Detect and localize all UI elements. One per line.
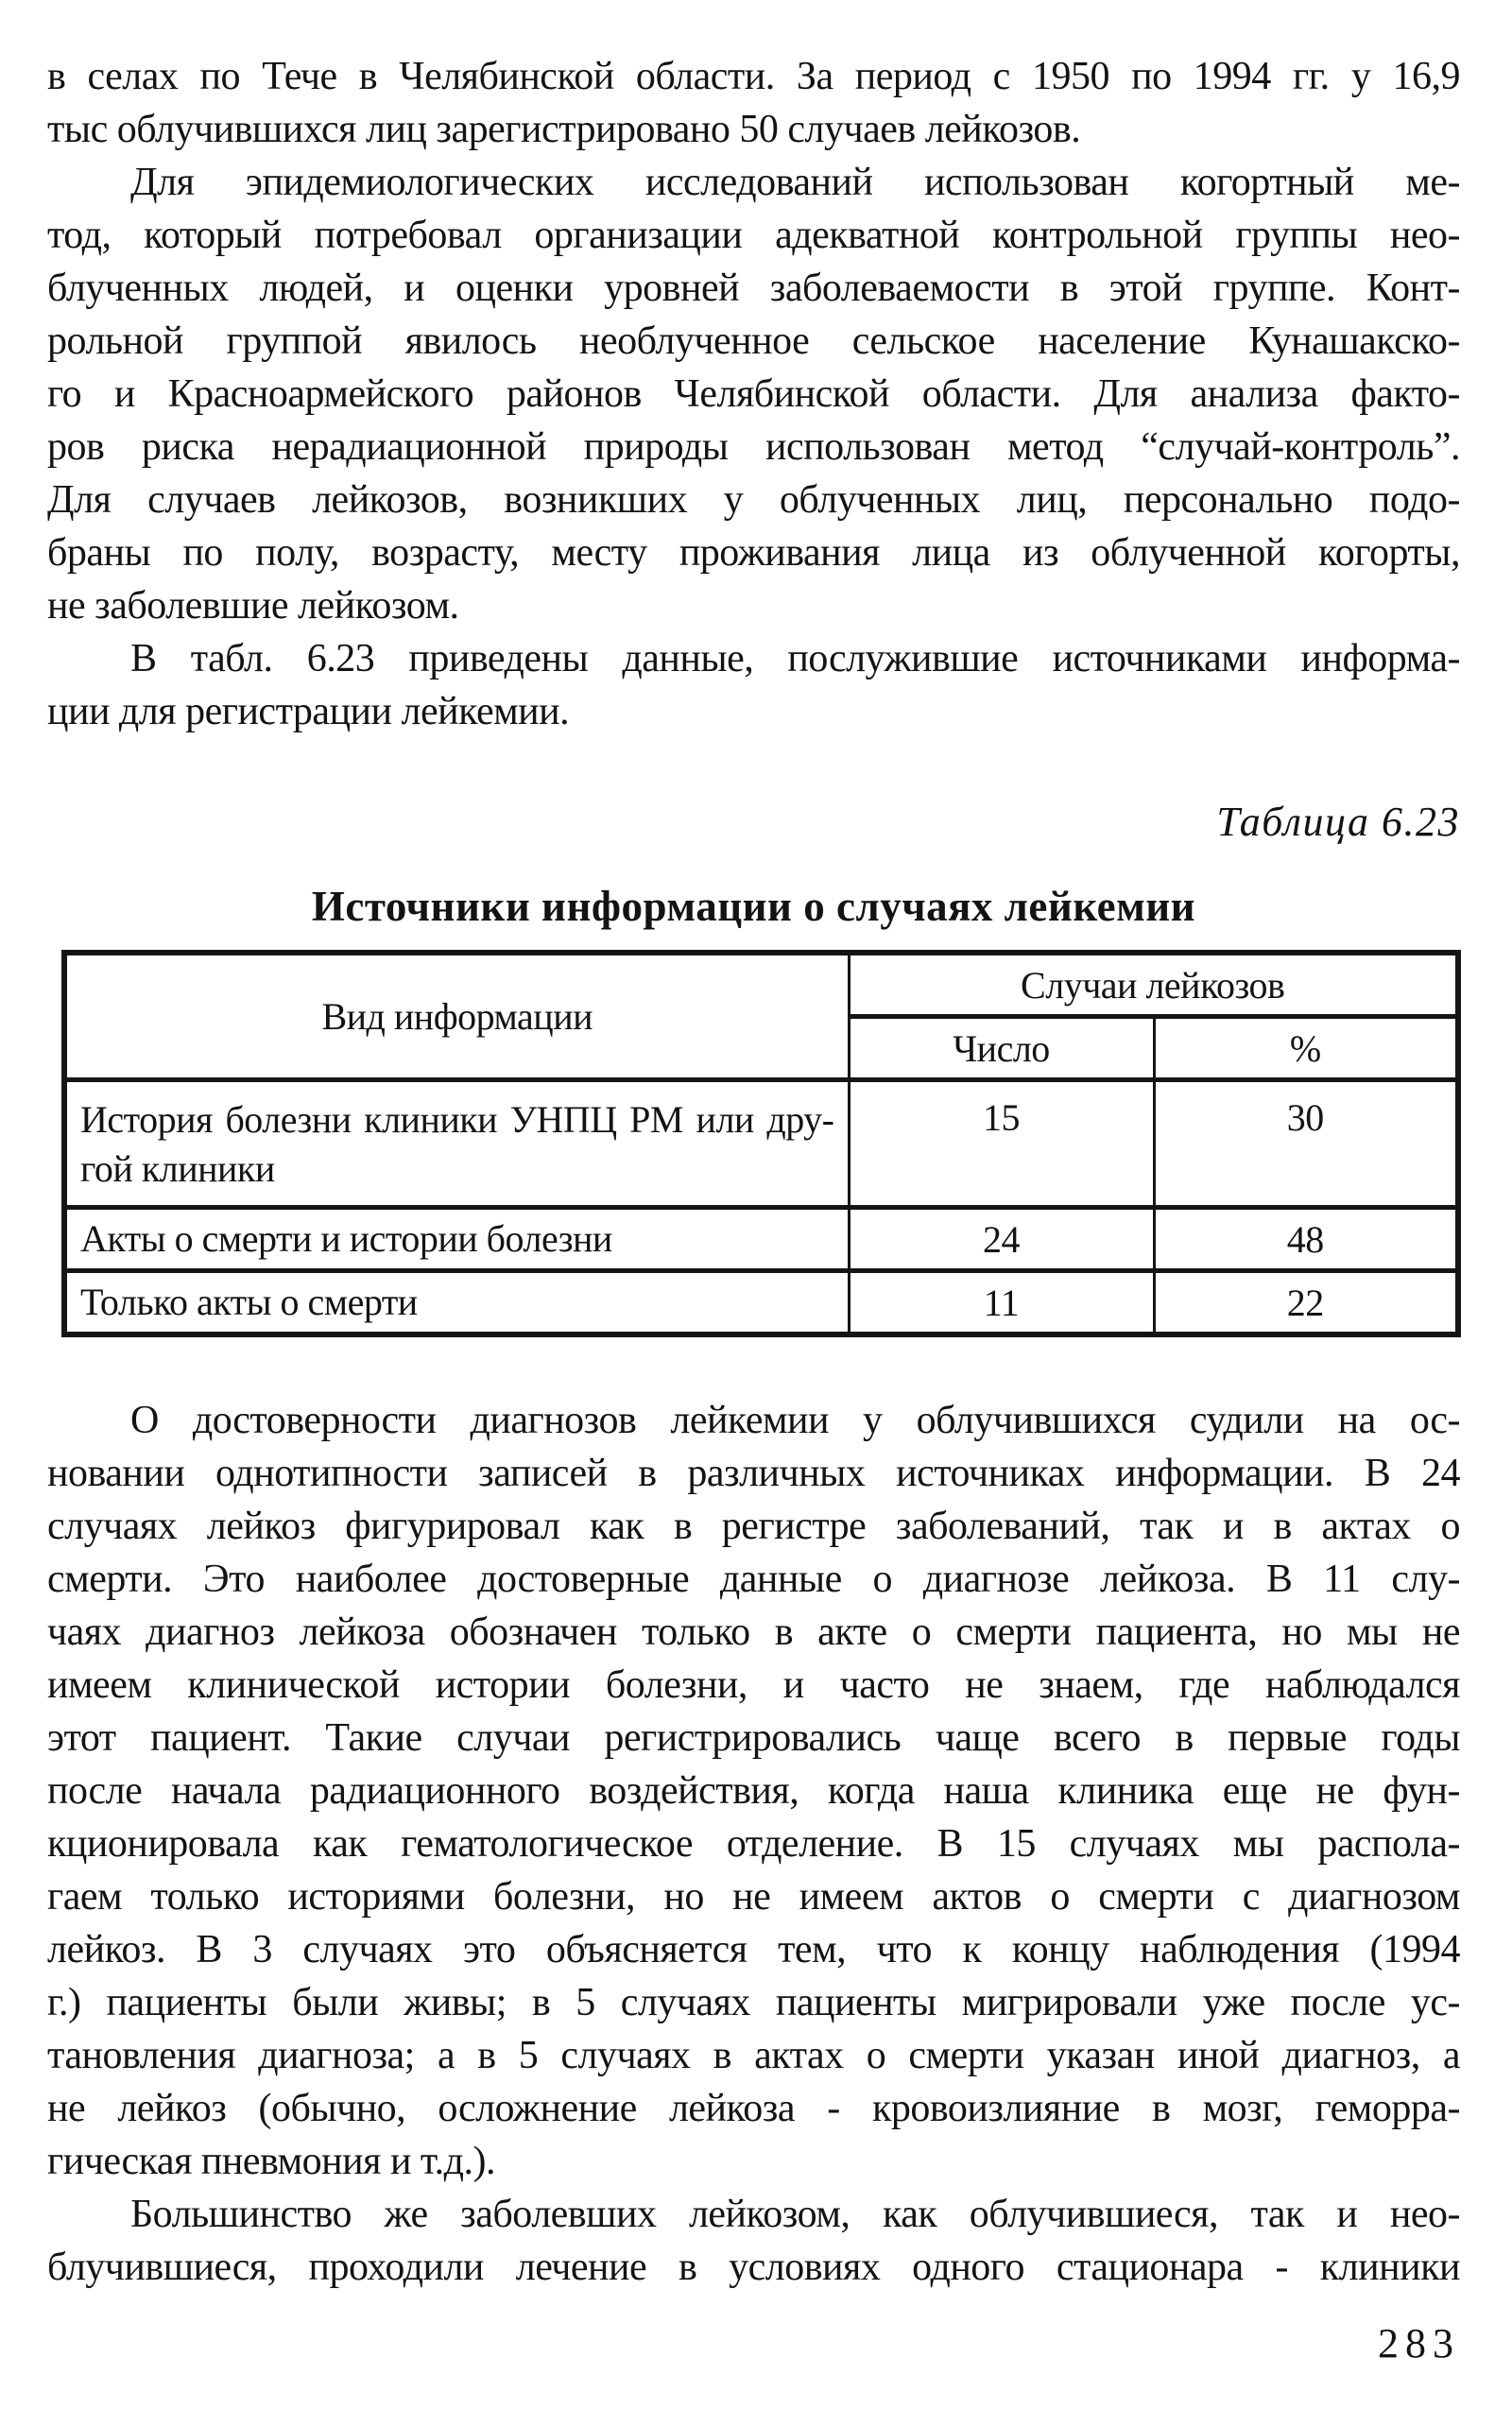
text-line: гическая пневмония и т.д.). — [47, 2140, 495, 2183]
text-line: смерти. Это наиболее достоверные данные о диагнозе лейкоза. В 11 слу- — [47, 1558, 1460, 1601]
text-line: после начала радиационного воздействия, когда наша клиника еще не фун- — [47, 1769, 1460, 1813]
cell-source-name — [64, 1271, 849, 1335]
cell-percent: 22 — [1154, 1271, 1458, 1335]
text-line: чаях диагноз лейкоза обозначен только в акте о смерти пациента, но мы не — [47, 1610, 1460, 1654]
table-title: Источники информации о случаях лейкемии — [311, 883, 1196, 930]
text-line: Большинство же заболевших лейкозом, как облучившиеся, так и нео- — [130, 2193, 1460, 2236]
paragraph — [47, 2188, 1460, 2294]
text-line: О достоверности диагнозов лейкемии у облучившихся судили на ос- — [130, 1399, 1460, 1442]
text-line: имеем клинической истории болезни, и часто не знаем, где наблюдался — [47, 1663, 1460, 1707]
text-line: гаем только историями болезни, но не имеем актов о смерти с диагнозом — [47, 1875, 1460, 1919]
cell-source-name — [64, 1080, 849, 1208]
table-cell-line: История болезни клиники УНПЦ РМ или дру- — [80, 1098, 834, 1141]
table-header-row — [64, 953, 1458, 1017]
table-row — [64, 1271, 1458, 1335]
text-line: Для эпидемиологических исследований использован когортный ме- — [130, 161, 1460, 204]
text-line: лейкоз. В 3 случаях это объясняется тем, что к концу наблюдения (1994 — [47, 1928, 1460, 1971]
text-line: рольной группой явилось необлученное сельское население Кунашакско- — [47, 319, 1460, 363]
page-number: 283 — [1378, 2320, 1460, 2367]
text-line: не лейкоз (обычно, осложнение лейкоза - кровоизлияние в мозг, геморра- — [47, 2087, 1460, 2130]
cell-number: 11 — [849, 1271, 1154, 1335]
text-line: не заболевшие лейкозом. — [47, 584, 459, 628]
text-line: новании однотипности записей в различных источниках информации. В 24 — [47, 1452, 1460, 1495]
header-cell-info-type: Вид информации — [64, 953, 849, 1080]
body-text-top — [47, 50, 1460, 738]
text-line: Для случаев лейкозов, возникших у облученных лиц, персонально подо- — [47, 478, 1460, 522]
table-row — [64, 1080, 1458, 1208]
text-line: тыс облучившихся лиц зарегистрировано 50 случаев лейкозов. — [47, 108, 1081, 151]
sources-table — [61, 950, 1461, 1337]
table-cell-line: Только акты о смерти — [80, 1281, 418, 1323]
table-caption: Таблица 6.23 — [1216, 799, 1460, 845]
header-cell-leukemia-cases: Случаи лейкозов — [849, 953, 1458, 1017]
paragraph — [47, 50, 1460, 156]
text-line: браны по полу, возрасту, месту проживания лица из облученной когорты, — [47, 531, 1460, 575]
paragraph — [47, 632, 1460, 738]
cell-percent: 30 — [1154, 1080, 1458, 1208]
paragraph — [47, 1394, 1460, 2188]
text-line: тод, который потребовал организации адекватной контрольной группы нео- — [47, 214, 1460, 257]
text-line: г.) пациенты были живы; в 5 случаях пациенты мигрировали уже после ус- — [47, 1981, 1460, 2024]
text-line: В табл. 6.23 приведены данные, послужившие источниками информа- — [130, 637, 1460, 680]
text-line: этот пациент. Такие случаи регистрировались чаще всего в первые годы — [47, 1716, 1460, 1760]
cell-number: 15 — [849, 1080, 1154, 1208]
paragraph — [47, 156, 1460, 632]
text-line: случаях лейкоз фигурировал как в регистре заболеваний, так и в актах о — [47, 1505, 1460, 1548]
text-line: блучившиеся, проходили лечение в условиях одного стационара - клиники — [47, 2246, 1460, 2289]
text-line: ции для регистрации лейкемии. — [47, 690, 570, 733]
text-line: го и Красноармейского районов Челябинской области. Для анализа факто- — [47, 372, 1460, 416]
header-cell-percent: % — [1154, 1017, 1458, 1080]
table-cell-line: Акты о смерти и истории болезни — [80, 1217, 612, 1260]
cell-number: 24 — [849, 1208, 1154, 1271]
cell-percent: 48 — [1154, 1208, 1458, 1271]
text-line: в селах по Тече в Челябинской области. За период с 1950 по 1994 гг. у 16,9 — [47, 55, 1460, 98]
table-cell-line: гой клиники — [80, 1147, 275, 1190]
text-line: тановления диагноза; а в 5 случаях в актах о смерти указан иной диагноз, а — [47, 2034, 1460, 2077]
text-line: кционировала как гематологическое отделение. В 15 случаях мы распола- — [47, 1822, 1460, 1866]
table-row — [64, 1208, 1458, 1271]
cell-source-name — [64, 1208, 849, 1271]
body-text-bottom — [47, 1394, 1460, 2294]
text-line: блученных людей, и оценки уровней заболеваемости в этой группе. Конт- — [47, 267, 1460, 310]
text-line: ров риска нерадиационной природы использован метод “случай-контроль”. — [47, 425, 1460, 469]
header-cell-number: Число — [849, 1017, 1154, 1080]
